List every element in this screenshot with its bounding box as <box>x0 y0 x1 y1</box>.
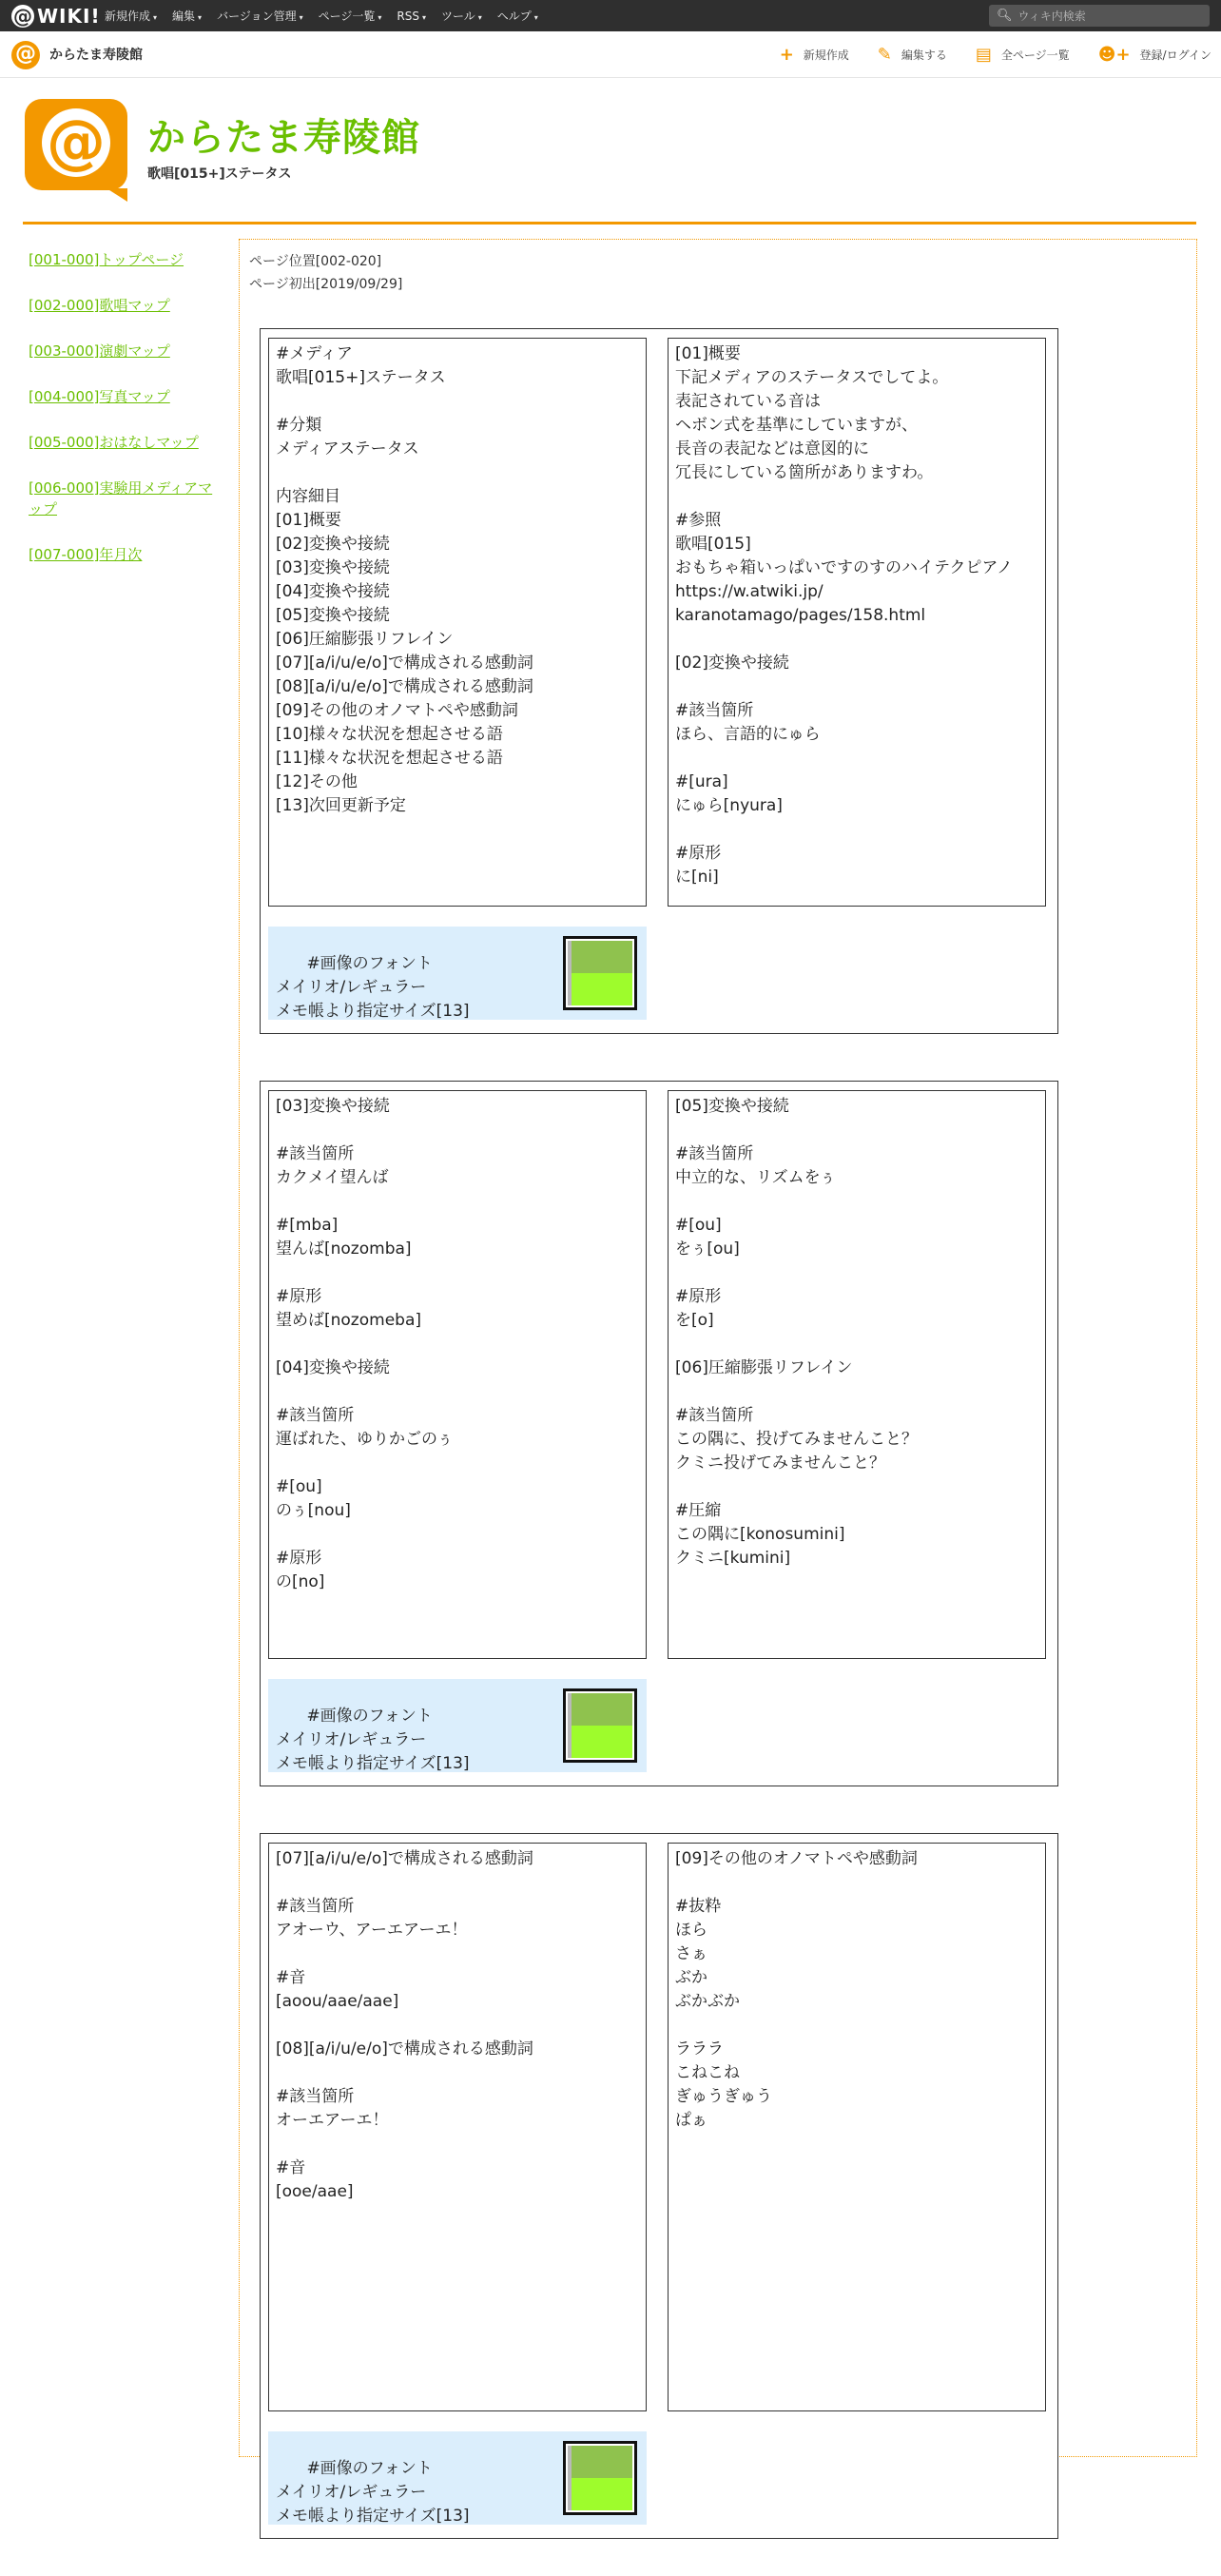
wiki-search-input[interactable] <box>1017 9 1210 24</box>
menu-edit[interactable]: 編集 ▾ <box>172 10 203 23</box>
atwiki-logo-text: WIKI! <box>37 4 101 28</box>
panel-right-text: [09]その他のオノマトペや感動詞 #抜粋 ほら さぁ ぶか ぶかぶか ラララ こねこね ぎゅうぎゅう ぱぁ <box>668 1843 1046 2411</box>
site-title[interactable]: からたま寿陵館 <box>147 116 420 160</box>
sidebar-menu <box>29 249 219 590</box>
edit-button[interactable]: ✎ 編集する <box>877 44 947 65</box>
panel-left-text: #メディア 歌唱[015+]ステータス #分類 メディアステータス 内容細目 [01]概要 [02]変換や接続 [03]変換や接続 [04]変換や接続 [05]変換や接続 [06]圧縮膨張リフレイン [07][a/i/u/e/o]で構成される感動詞 [08][a/i/u/e/o]で構成される感動詞 [09]その他のオノマトペや感動詞 [10]様々な状況を想起させる語 [11]様々な状況を想起させる語 [12]その他 [13]次回更新予定 <box>268 338 647 907</box>
at-logo-icon: @ <box>42 108 110 177</box>
new-page-button[interactable]: + 新規作成 <box>779 44 849 65</box>
menu-version[interactable]: バージョン管理 ▾ <box>217 10 303 23</box>
site-at-icon[interactable]: @ <box>11 41 40 69</box>
chevron-down-icon: ▾ <box>421 12 426 22</box>
site-actions <box>751 31 1211 77</box>
chevron-down-icon: ▾ <box>533 13 538 22</box>
font-note <box>268 1679 647 1772</box>
panel-right-text: [01]概要 下記メディアのステータスでしてよ。 表記されている音は ヘボン式を基準にしていますが、 長音の表記などは意図的に 冗長にしている箇所がありますわ。 #参照 歌唱[015] おもちゃ箱いっぱいですのすのハイテクピアノ https://w.atwiki.jp/ karanotamago/pages/158.html [02]変換や接続 #該当箇所 ほら、言語的にゅら #[ura] にゅら[nyura] #原形 に[ni] <box>668 338 1046 907</box>
chevron-down-icon: ▾ <box>378 13 382 22</box>
sidebar-item-story-map[interactable]: [005-000]おはなしマップ <box>29 434 199 451</box>
site-bar <box>0 31 1221 78</box>
menu-rss[interactable]: RSS ▾ <box>397 9 426 23</box>
menu-tools[interactable]: ツール ▾ <box>440 10 482 23</box>
global-menu <box>105 0 553 31</box>
chevron-down-icon: ▾ <box>153 13 158 22</box>
color-swatch-image <box>563 1688 637 1763</box>
color-swatch-image <box>563 2441 637 2515</box>
font-note <box>268 2431 647 2525</box>
panel-left-text: [07][a/i/u/e/o]で構成される感動詞 #該当箇所 アオーウ、アーエアーエ！ #音 [aoou/aae/aae] [08][a/i/u/e/o]で構成される感動詞 #該当箇所 オーエアーエ！ #音 [ooe/aae] <box>268 1843 647 2411</box>
font-note-text: #画像のフォント メイリオ/レギュラー メモ帳より指定サイズ[13] <box>276 2459 470 2526</box>
color-swatch-image <box>563 936 637 1010</box>
sidebar-item-monthly[interactable]: [007-000]年月次 <box>29 546 143 563</box>
pencil-icon: ✎ <box>877 44 892 65</box>
global-nav-bar <box>0 0 1221 31</box>
wiki-search-box <box>989 5 1210 27</box>
page-first-published: ページ初出[2019/09/29] <box>249 277 403 292</box>
document-icon: ▤ <box>975 44 992 65</box>
menu-new[interactable]: 新規作成 ▾ <box>105 10 158 23</box>
sidebar-item-photo-map[interactable]: [004-000]写真マップ <box>29 388 170 405</box>
status-panel <box>260 1833 1058 2539</box>
font-note-text: #画像のフォント メイリオ/レギュラー メモ帳より指定サイズ[13] <box>276 1707 470 1773</box>
site-name-link[interactable]: からたま寿陵館 <box>49 48 143 63</box>
plus-icon: + <box>779 44 794 65</box>
page-title: 歌唱[015+]ステータス <box>147 166 292 182</box>
register-login-button[interactable]: ☻+ 登録/ログイン <box>1097 44 1211 65</box>
font-note-text: #画像のフォント メイリオ/レギュラー メモ帳より指定サイズ[13] <box>276 954 470 1021</box>
sidebar-item-experimental-map[interactable]: [006-000]実験用メディアマップ <box>29 479 213 517</box>
site-logo[interactable] <box>25 99 127 190</box>
chevron-down-icon: ▾ <box>299 13 303 22</box>
header-divider <box>23 222 1196 224</box>
sidebar-item-song-map[interactable]: [002-000]歌唱マップ <box>29 297 170 314</box>
status-panel <box>260 328 1058 1034</box>
chevron-down-icon: ▾ <box>198 13 203 22</box>
menu-help[interactable]: ヘルプ ▾ <box>496 10 538 23</box>
user-add-icon: ☻+ <box>1097 44 1131 65</box>
search-icon[interactable]: 🔍︎ <box>997 9 1013 23</box>
page-position: ページ位置[002-020] <box>249 254 382 269</box>
sidebar-item-drama-map[interactable]: [003-000]演劇マップ <box>29 342 170 360</box>
atwiki-logo[interactable] <box>11 3 101 29</box>
all-pages-button[interactable]: ▤ 全ページ一覧 <box>975 44 1070 65</box>
chevron-down-icon: ▾ <box>477 13 482 22</box>
status-panel <box>260 1081 1058 1786</box>
sidebar-item-top[interactable]: [001-000]トップページ <box>29 251 184 268</box>
panel-left-text: [03]変換や接続 #該当箇所 カクメイ望んば #[mba] 望んば[nozomba] #原形 望めば[nozomeba] [04]変換や接続 #該当箇所 運ばれた、ゆりかごのぅ #[ou] のぅ[nou] #原形 の[no] <box>268 1090 647 1659</box>
font-note <box>268 927 647 1020</box>
panel-right-text: [05]変換や接続 #該当箇所 中立的な、リズムをぅ #[ou] をぅ[ou] #原形 を[o] [06]圧縮膨張リフレイン #該当箇所 この隅に、投げてみませんこと？ クミニ投げてみませんこと？ #圧縮 この隅に[konosumini] クミニ[kumini] <box>668 1090 1046 1659</box>
menu-page-list[interactable]: ページ一覧 ▾ <box>318 10 382 23</box>
at-logo-icon: @ <box>13 4 32 28</box>
main-content <box>239 239 1197 2526</box>
